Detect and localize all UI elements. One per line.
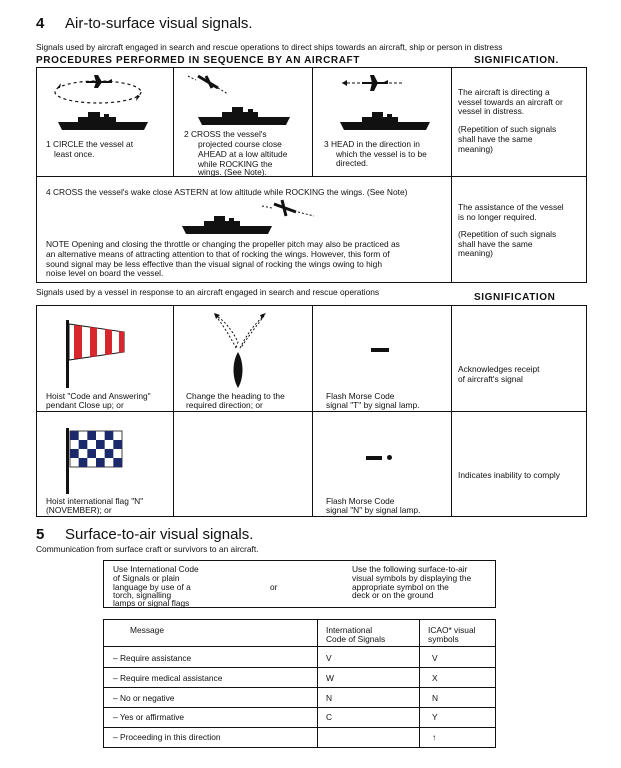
vessel-icon xyxy=(58,112,154,134)
col-header-code-2: Code of Signals xyxy=(326,634,386,644)
v1-c3-line1: Flash Morse Code xyxy=(326,391,395,401)
step2-line4: while ROCKING the xyxy=(198,159,273,169)
change-heading-icon xyxy=(212,310,272,390)
flag-check-square xyxy=(113,458,122,467)
vessel-icon-3 xyxy=(340,112,436,134)
code-answering-pendant-icon xyxy=(66,320,128,390)
v1-sig-line1: Acknowledges receipt xyxy=(458,364,540,374)
flag-n-november-icon xyxy=(66,428,128,496)
flag-check-square xyxy=(87,449,96,458)
up-arrow-icon: ↑ xyxy=(432,732,437,742)
morse-n-dash-icon xyxy=(366,456,382,460)
box-or: or xyxy=(270,582,278,592)
section-intro: Signals used by aircraft engaged in search and rescue operations to direct ships towards an aircraft, ship or person in distress xyxy=(36,42,503,52)
col-header-icao-1: ICAO* visual xyxy=(428,625,476,635)
step1-line1: 1 CIRCLE the vessel at xyxy=(46,139,134,149)
vessel-icon-4 xyxy=(182,216,278,238)
step2-line5: wings. (See Note). xyxy=(198,167,267,177)
v2-c3-line2: signal "N" by signal lamp. xyxy=(326,505,421,515)
col-header-code-1: International xyxy=(326,625,373,635)
procedures-header: PROCEDURES PERFORMED IN SEQUENCE BY AN AIRCRAFT xyxy=(36,55,360,66)
step2-line3: AHEAD at a low altitude xyxy=(198,149,288,159)
v1-c1-line2: pendant Close up; or xyxy=(46,400,124,410)
step3-line3: directed. xyxy=(336,158,369,168)
flag-check-square xyxy=(96,440,105,449)
morse-t-dash-icon xyxy=(371,348,389,352)
signification-header-2: SIGNIFICATION xyxy=(474,292,556,303)
flag-check-square xyxy=(105,431,114,440)
section5-intro: Communication from surface craft or survivors to an aircraft. xyxy=(36,544,259,554)
section5-number: 5 xyxy=(36,526,45,543)
section5-title: Surface-to-air visual signals. xyxy=(65,526,254,543)
v1-c1-line1: Hoist "Code and Answering" xyxy=(46,391,151,401)
flag-check-square xyxy=(96,458,105,467)
vessel-intro: Signals used by a vessel in response to an aircraft engaged in search and rescue operations xyxy=(36,287,380,297)
step2-line1: 2 CROSS the vessel's xyxy=(184,129,267,139)
v1-c2-line2: required direction; or xyxy=(186,400,263,410)
v2-sig-line1: Indicates inability to comply xyxy=(458,470,560,480)
step1-line2: least once. xyxy=(54,149,95,159)
heading-aircraft-icon xyxy=(342,75,402,93)
step2-line2: projected course close xyxy=(198,139,282,149)
step3-line2: which the vessel is to be xyxy=(336,149,427,159)
flag-check-square xyxy=(70,431,79,440)
vessel-icon-2 xyxy=(198,107,298,129)
v2-c3-line1: Flash Morse Code xyxy=(326,496,395,506)
col-header-icao-2: symbols xyxy=(428,634,459,644)
morse-n-dot-icon xyxy=(387,455,392,460)
flag-check-square xyxy=(105,449,114,458)
flag-check-square xyxy=(79,458,88,467)
section-number: 4 xyxy=(36,15,45,32)
section-title: Air-to-surface visual signals. xyxy=(65,15,253,32)
v2-c1-line2: (NOVEMBER); or xyxy=(46,505,112,515)
flag-check-square xyxy=(70,449,79,458)
v1-c3-line2: signal "T" by signal lamp. xyxy=(326,400,420,410)
col-header-message: Message xyxy=(130,625,164,635)
step4-text: 4 CROSS the vessel's wake close ASTERN at low altitude while ROCKING the wings. (See Note) xyxy=(46,187,408,197)
v1-c2-line1: Change the heading to the xyxy=(186,391,285,401)
rocking-aircraft-icon xyxy=(188,74,228,96)
signification-header: SIGNIFICATION. xyxy=(474,55,559,66)
flag-check-square xyxy=(87,431,96,440)
v1-sig-line2: of aircraft's signal xyxy=(458,374,523,384)
v2-c1-line1: Hoist international flag "N" xyxy=(46,496,144,506)
step3-line1: 3 HEAD in the direction in xyxy=(324,139,420,149)
flag-check-square xyxy=(113,440,122,449)
flag-check-square xyxy=(79,440,88,449)
